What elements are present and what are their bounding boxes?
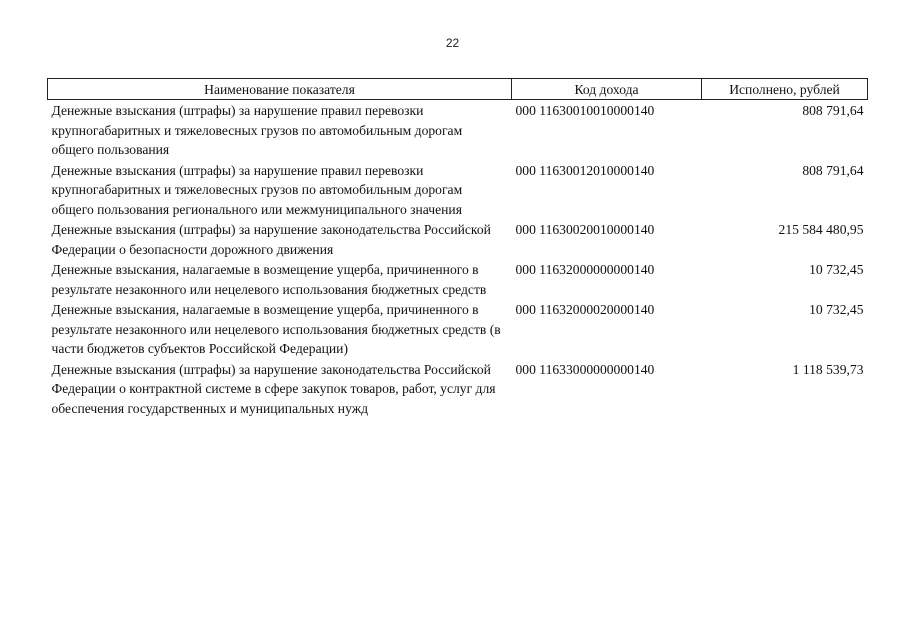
row-name: Денежные взыскания (штрафы) за нарушение законодательства Российской Федерации о контрактной системе в сфере закупок товаров, работ, услуг для обеспечения государственных и муниципальных нужд <box>51 361 496 416</box>
table-row <box>48 359 868 419</box>
table-row <box>48 160 868 220</box>
row-code: 000 11633000000000140 <box>515 361 655 377</box>
table-body <box>48 100 868 419</box>
row-amount: 215 584 480,95 <box>778 222 864 237</box>
header-name: Наименование показателя <box>48 79 512 100</box>
table-row <box>48 299 868 359</box>
header-amount: Исполнено, рублей <box>702 79 868 100</box>
row-name: Денежные взыскания (штрафы) за нарушение правил перевозки крупногабаритных и тяжеловесных грузов по автомобильным дорогам общего пользования <box>51 103 463 157</box>
row-name: Денежные взыскания, налагаемые в возмещение ущерба, причиненного в результате незаконного или нецелевого использования бюджетных средств (в части бюджетов субъектов Российской Федерации) <box>51 302 501 356</box>
row-name: Денежные взыскания (штрафы) за нарушение правил перевозки крупногабаритных и тяжеловесных грузов по автомобильным дорогам общего пользования регионального или межмуниципального значения <box>51 162 463 217</box>
row-amount: 1 118 539,73 <box>792 361 864 377</box>
row-amount: 808 791,64 <box>802 162 864 178</box>
table-header <box>48 79 868 100</box>
row-name: Денежные взыскания, налагаемые в возмещение ущерба, причиненного в результате незаконного или нецелевого использования бюджетных средств <box>51 262 487 297</box>
row-amount: 808 791,64 <box>802 103 864 118</box>
row-name: Денежные взыскания (штрафы) за нарушение законодательства Российской Федерации о безопасности дорожного движения <box>51 222 491 257</box>
row-code: 000 11632000000000140 <box>515 262 655 277</box>
table-row <box>48 219 868 259</box>
table-row <box>48 100 868 160</box>
revenue-table <box>47 78 868 418</box>
header-code: Код дохода <box>512 79 702 100</box>
header-row <box>48 79 868 100</box>
page-number: 22 <box>445 36 460 50</box>
row-code: 000 11632000020000140 <box>515 302 655 317</box>
row-code: 000 11630012010000140 <box>515 162 655 178</box>
row-code: 000 11630020010000140 <box>515 222 655 237</box>
row-amount: 10 732,45 <box>809 302 864 317</box>
row-code: 000 11630010010000140 <box>515 103 655 118</box>
row-amount: 10 732,45 <box>809 262 864 277</box>
table-row <box>48 259 868 299</box>
